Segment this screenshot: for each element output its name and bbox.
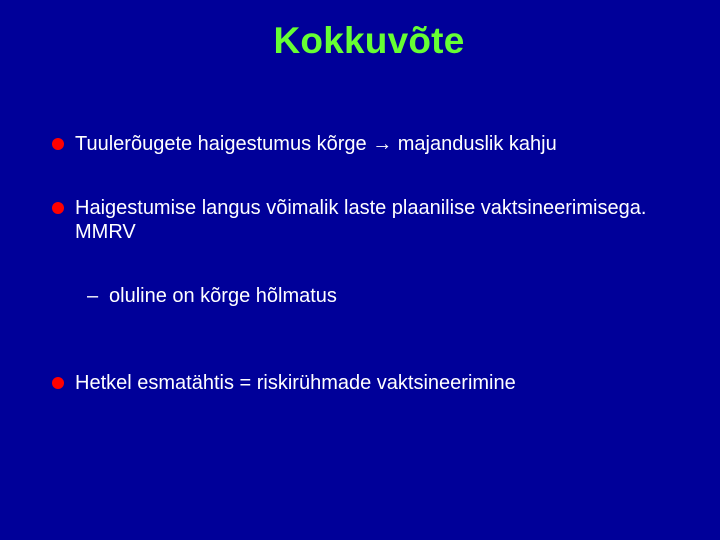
bullet-dot-icon [52, 377, 64, 389]
bullet-text: Tuulerõugete haigestumus kõrge → majanduslik kahju [75, 133, 557, 155]
bullet-item [52, 196, 692, 244]
sub-bullet-dash: – [87, 285, 99, 307]
sub-bullet-text: oluline on kõrge hõlmatus [109, 285, 337, 307]
bullet-dot-icon [52, 202, 64, 214]
bullet-text: Hetkel esmatähtis = riskirühmade vaktsineerimine [75, 372, 516, 394]
bullet-text: Haigestumise langus võimalik laste plaanilise vaktsineerimisega. MMRV [75, 197, 647, 243]
bullet-dot-icon [52, 138, 64, 150]
slide-title: Kokkuvõte [273, 20, 465, 61]
sub-bullet-item [87, 284, 337, 308]
bullet-item [52, 132, 692, 156]
bullet-item [52, 371, 692, 395]
